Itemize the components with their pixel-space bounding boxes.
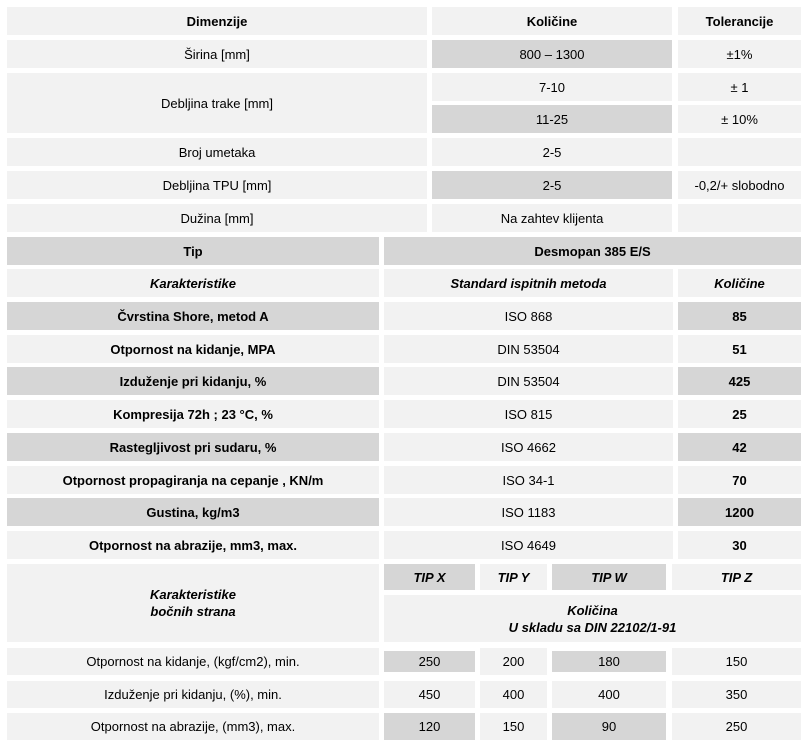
side-row-value: 450 (384, 681, 475, 708)
dim-label-sirina: Širina [mm] (7, 40, 427, 68)
side-row-value: 400 (552, 681, 666, 708)
prop-value: 30 (678, 531, 801, 559)
prop-method: ISO 815 (384, 400, 673, 428)
side-row-value: 180 (552, 651, 666, 672)
prop-name: Čvrstina Shore, metod A (7, 302, 379, 330)
prop-method: ISO 4662 (384, 433, 673, 461)
side-header-label (7, 564, 379, 642)
type-label: Tip (7, 237, 379, 265)
type-value: Desmopan 385 E/S (384, 237, 801, 265)
side-qty-header (384, 595, 801, 642)
prop-name: Rastegljivost pri sudaru, % (7, 433, 379, 461)
dim-label-broj-umetaka: Broj umetaka (7, 138, 427, 166)
header-tolerancije: Tolerancije (678, 7, 801, 35)
prop-method: ISO 1183 (384, 498, 673, 526)
prop-value: 1200 (678, 498, 801, 526)
side-row-value: 400 (480, 681, 547, 708)
side-type-y: TIP Y (480, 564, 547, 590)
side-row-value: 200 (480, 648, 547, 675)
prop-method: ISO 868 (384, 302, 673, 330)
side-type-z: TIP Z (672, 564, 801, 590)
prop-method: ISO 4649 (384, 531, 673, 559)
side-row-value: 250 (672, 713, 801, 740)
prop-name: Gustina, kg/m3 (7, 498, 379, 526)
side-row-value: 150 (480, 713, 547, 740)
dim-tol-debljina-tpu: -0,2/+ slobodno (678, 171, 801, 199)
prop-name: Kompresija 72h ; 23 °C, % (7, 400, 379, 428)
side-row-value: 250 (384, 651, 475, 672)
dim-tol-broj-umetaka (678, 138, 801, 166)
side-row-name: Otpornost na abrazije, (mm3), max. (7, 713, 379, 740)
prop-name: Otpornost na kidanje, MPA (7, 335, 379, 363)
prop-value: 25 (678, 400, 801, 428)
side-type-w: TIP W (552, 564, 666, 590)
dim-qty-sirina: 800 – 1300 (432, 40, 672, 68)
dim-qty-debljina-trake-2: 11-25 (432, 105, 672, 133)
prop-value: 425 (678, 367, 801, 395)
dim-tol-debljina-trake-2: ± 10% (678, 105, 801, 133)
dim-qty-duzina: Na zahtev klijenta (432, 204, 672, 232)
dim-qty-debljina-tpu: 2-5 (432, 171, 672, 199)
prop-name: Otpornost na abrazije, mm3, max. (7, 531, 379, 559)
side-row-name: Otpornost na kidanje, (kgf/cm2), min. (7, 648, 379, 675)
prop-name: Izduženje pri kidanju, % (7, 367, 379, 395)
dim-tol-sirina: ±1% (678, 40, 801, 68)
dim-qty-broj-umetaka: 2-5 (432, 138, 672, 166)
prop-value: 70 (678, 466, 801, 494)
prop-value: 42 (678, 433, 801, 461)
side-row-value: 150 (672, 648, 801, 675)
side-row-name: Izduženje pri kidanju, (%), min. (7, 681, 379, 708)
side-row-value: 120 (384, 713, 475, 740)
side-qty-line1: Količina (567, 602, 618, 618)
prop-value: 85 (678, 302, 801, 330)
prop-header-karakteristike: Karakteristike (7, 269, 379, 297)
prop-value: 51 (678, 335, 801, 363)
prop-name: Otpornost propagiranja na cepanje , KN/m (7, 466, 379, 494)
dim-label-debljina-trake: Debljina trake [mm] (7, 73, 427, 133)
side-label-line1: Karakteristike (150, 587, 236, 602)
side-type-x: TIP X (384, 564, 475, 590)
side-qty-line2: U skladu sa DIN 22102/1-91 (508, 619, 677, 635)
header-kolicine: Količine (432, 7, 672, 35)
prop-method: ISO 34-1 (384, 466, 673, 494)
prop-method: DIN 53504 (384, 367, 673, 395)
dim-label-debljina-tpu: Debljina TPU [mm] (7, 171, 427, 199)
dim-label-duzina: Dužina [mm] (7, 204, 427, 232)
side-row-value: 350 (672, 681, 801, 708)
dim-tol-debljina-trake-1: ± 1 (678, 73, 801, 101)
dim-tol-duzina (678, 204, 801, 232)
side-row-value: 90 (552, 713, 666, 740)
prop-header-standard: Standard ispitnih metoda (384, 269, 673, 297)
side-label-line2: bočnih strana (150, 604, 236, 619)
prop-header-kolicine: Količine (678, 269, 801, 297)
prop-method: DIN 53504 (384, 335, 673, 363)
header-dimenzije: Dimenzije (7, 7, 427, 35)
dim-qty-debljina-trake-1: 7-10 (432, 73, 672, 101)
